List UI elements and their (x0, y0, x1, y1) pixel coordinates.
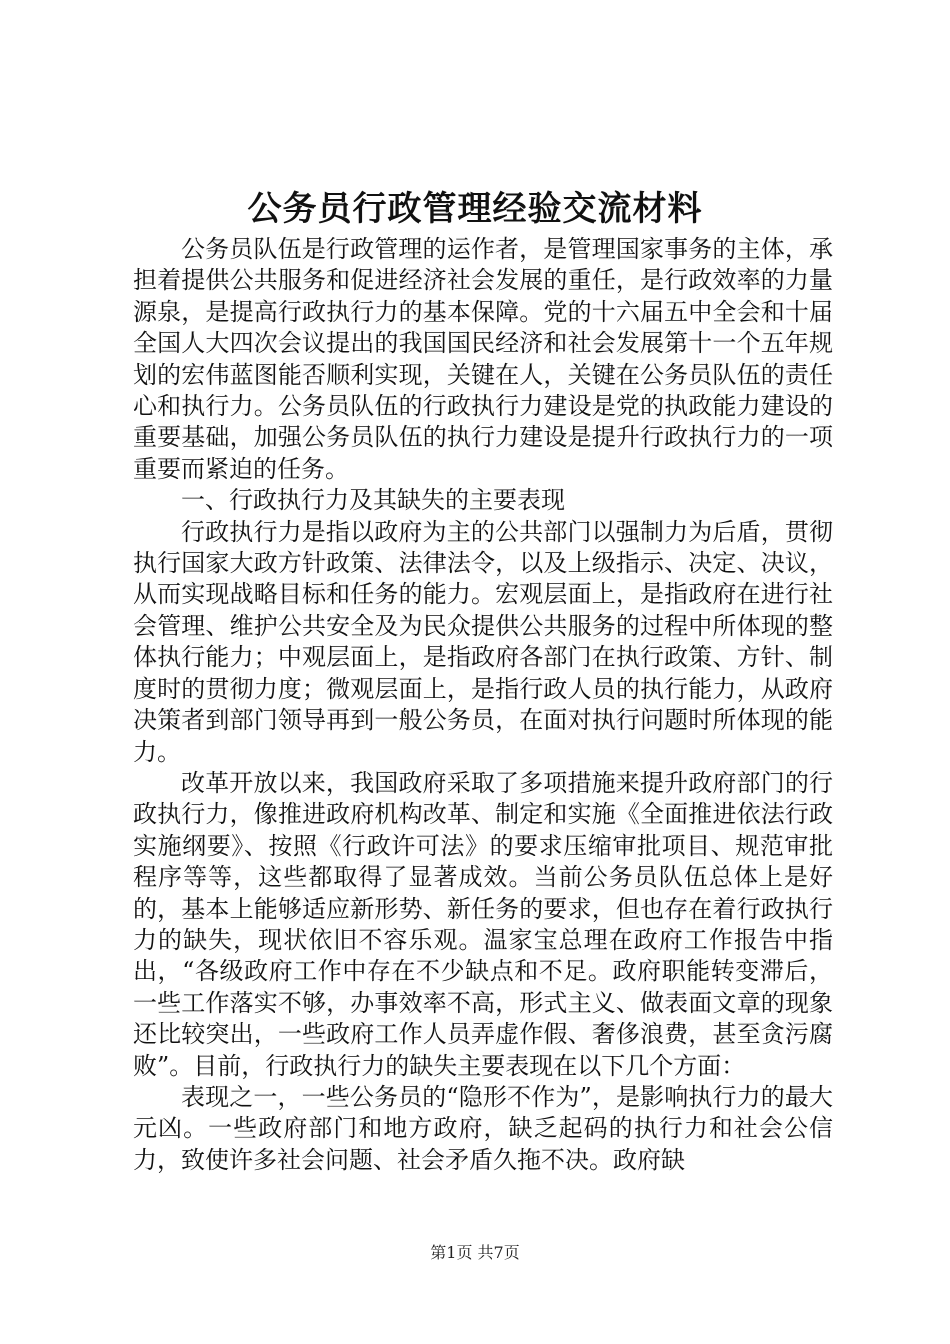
paragraph-intro: 公务员队伍是行政管理的运作者，是管理国家事务的主体，承担着提供公共服务和促进经济社会发展的重任，是行政效率的力量源泉，是提高行政执行力的基本保障。党的十六届五中全会和十届全国人大四次会议提出的我国国民经济和社会发展第十一个五年规划的宏伟蓝图能否顺利实现，关键在人，关键在公务员队伍的责任心和执行力。公务员队伍的行政执行力建设是党的执政能力建设的重要基础，加强公务员队伍的执行力建设是提升行政执行力的一项重要而紧迫的任务。 (133, 235, 833, 483)
page-number-footer: 第1页 共7页 (430, 1243, 520, 1262)
paragraph-manifestation-one: 表现之一，一些公务员的“隐形不作为”，是影响执行力的最大元凶。一些政府部门和地方政府，缺乏起码的执行力和社会公信力，致使许多社会问题、社会矛盾久拖不决。政府缺 (133, 1082, 833, 1174)
document-title: 公务员行政管理经验交流材料 (247, 189, 703, 229)
paragraph-reform: 改革开放以来，我国政府采取了多项措施来提升政府部门的行政执行力，像推进政府机构改革、制定和实施《全面推进依法行政实施纲要》、按照《行政许可法》的要求压缩审批项目、规范审批程序等等，这些都取得了显著成效。当前公务员队伍总体上是好的，基本上能够适应新形势、新任务的要求，但也存在着行政执行力的缺失，现状依旧不容乐观。温家宝总理在政府工作报告中指出，“各级政府工作中存在不少缺点和不足。政府职能转变滞后，一些工作落实不够，办事效率不高，形式主义、做表面文章的现象还比较突出，一些政府工作人员弄虚作假、奢侈浪费，甚至贪污腐败”。目前，行政执行力的缺失主要表现在以下几个方面： (133, 768, 833, 1080)
paragraph-definition: 行政执行力是指以政府为主的公共部门以强制力为后盾，贯彻执行国家大政方针政策、法律法令，以及上级指示、决定、决议，从而实现战略目标和任务的能力。宏观层面上，是指政府在进行社会管理、维护公共安全及为民众提供公共服务的过程中所体现的整体执行能力；中观层面上，是指政府各部门在执行政策、方针、制度时的贯彻力度；微观层面上，是指行政人员的执行能力，从政府决策者到部门领导再到一般公务员，在面对执行问题时所体现的能力。 (133, 517, 833, 766)
document-body (133, 234, 833, 1176)
section-heading: 一、行政执行力及其缺失的主要表现 (181, 486, 565, 515)
